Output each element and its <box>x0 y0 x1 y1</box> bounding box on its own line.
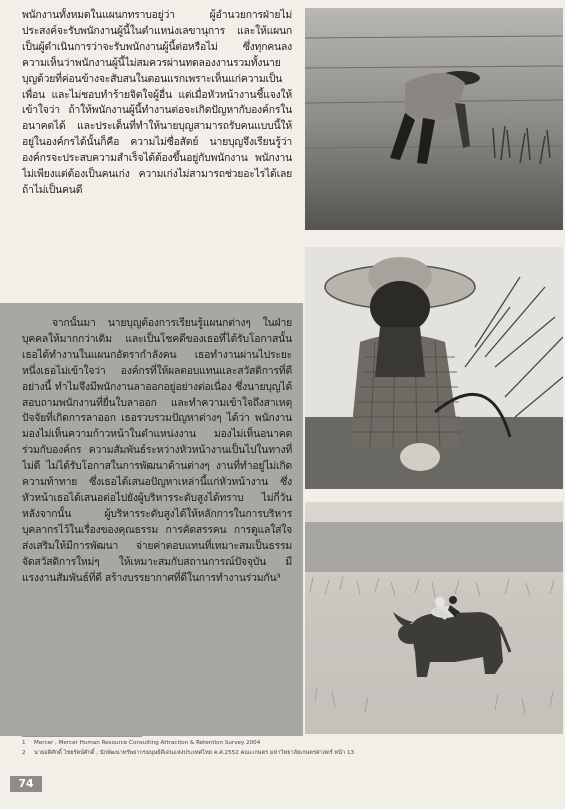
footnotes <box>22 738 557 758</box>
footnote-1 <box>22 738 557 748</box>
paragraph-2-text: จากนั้นมา นายบุญต้องการเรียนรู้แผนกต่างๆ ในฝ่ายบุคคลให้มากกว่าเดิม และเป็นโชคดีของเธอที่ได้รับโอกาสนั้น เธอได้ทำงานในแผนกอัตรากำลังคน เธอทำงานผ่านไประยะหนึ่งเธอไม่เข้าใจว่า องค์กรที่ให้ผลตอบแทนและสวัสดิการที่ดีอย่างนี้ ทำไมจึงมีพนักงานลาออกอยู่อย่างต่อเนื่อง ซึ่งนายบุญได้สอบถามพนักงานที่ยื่นใบลาออก และทำความเข้าใจถึงสาเหตุปัจจัยที่เกิดการลาออก เธอรวบรวมปัญหาต่างๆ ได้ว่า พนักงานมองไม่เห็นความก้าวหน้าในตำแหน่งงาน มองไม่เห็นอนาคตร่วมกับองค์กร ความสัมพันธ์ระหว่างหัวหน้างานเป็นไปในทางที่ไม่ดี ไม่ได้รับโอกาสในการพัฒนาด้านต่างๆ งานที่ทำอยู่ไม่เกิดความท้าทาย ซึ่งเธอได้เสนอปัญหาเหล่านี้แก่หัวหน้างาน ซึ่งหัวหน้าเธอได้เสนอต่อไปยังผู้บริหารระดับสูงได้ทราบ ไม่กี่วันหลังจากนั้น ผู้บริหารระดับสูงได้ให้หลักการในการบริหารบุคลากรไว้ในเรื่องของคุณธรรม การคัดสรรคน การดูแลใส่ใจ ส่งเสริมให้มีการพัฒนา จ่ายค่าตอบแทนที่เหมาะสมเป็นธรรม จัดสวัสดิการใหม่ๆ ให้เหมาะสมกับสถานการณ์ปัจจุบัน มีแรงงานสัมพันธ์ที่ดี สร้างบรรยากาศที่ดีในการทำงานร่วมกัน³ <box>22 317 292 584</box>
footnote-2-text: นายอดิศักดิ์ ไชยรัตน์ศักดิ์ , นักพัฒนาทรัพยากรมนุษย์ดีเด่นแห่งประเทศไทย ค.ศ.2552 คณะเกษตร มหาวิทยาลัยเกษตรศาสตร์ หน้า 13 <box>34 750 355 756</box>
paragraph-1-text: พนักงานทั้งหมดในแผนกทราบอยู่ว่า ผู้อำนวยการฝ่ายไม่ประสงค์จะรับพนักงานผู้นี้ในตำแหน่งเลขานุการ และให้แผนกเป็นผู้ดำเนินการว่าจะรับพนักงานผู้นี้ต่อหรือไม่ ซึ่งทุกคนลงความเห็นว่าพนักงานผู้นี้ไม่สมควรผ่านทดลองงานรวมทั้งนายบุญด้วยที่ค่อนข้างจะสับสนในตอนแรกเพราะเห็นแก่ความเป็นเพื่อน และไม่ชอบทำร้ายจิตใจผู้อื่น แต่เมื่อหัวหน้างานชี้แจงให้เข้าใจว่า ถ้าให้พนักงานผู้นี้ทำงานต่อจะเกิดปัญหากับองค์กรในอนาคตได้ และประเด็นที่ทำให้นายบุญสามารถรับคนแบบนี้ให้อยู่ในองค์กรได้นั้นก็คือ ความไม่ซื่อสัตย์ นายบุญจึงเรียนรู้ว่า องค์กรจะประสบความสำเร็จได้ต้องขึ้นอยู่กับพนักงาน พนักงานไม่เพียงแต่ต้องเป็นคนเก่ง ความเก่งไม่สามารถช่วยอะไรได้เลยถ้าไม่เป็นคนดี <box>22 9 292 196</box>
footnote-2-number: 2 <box>22 750 26 756</box>
photo-farmer-planting <box>305 8 563 230</box>
footnote-2 <box>22 748 557 758</box>
footnote-1-number: 1 <box>22 740 26 746</box>
article-paragraph-1 <box>22 8 292 301</box>
photo-farmer-with-sickle <box>305 247 563 489</box>
footnote-separator <box>22 736 142 737</box>
page-number: 74 <box>10 776 42 792</box>
photo-children-on-buffalo <box>305 502 563 734</box>
footnote-1-text: Mercer , Mercer Human Resource Consulting Attraction & Retention Survey 2004 <box>34 740 261 746</box>
article-paragraph-2 <box>22 316 292 730</box>
